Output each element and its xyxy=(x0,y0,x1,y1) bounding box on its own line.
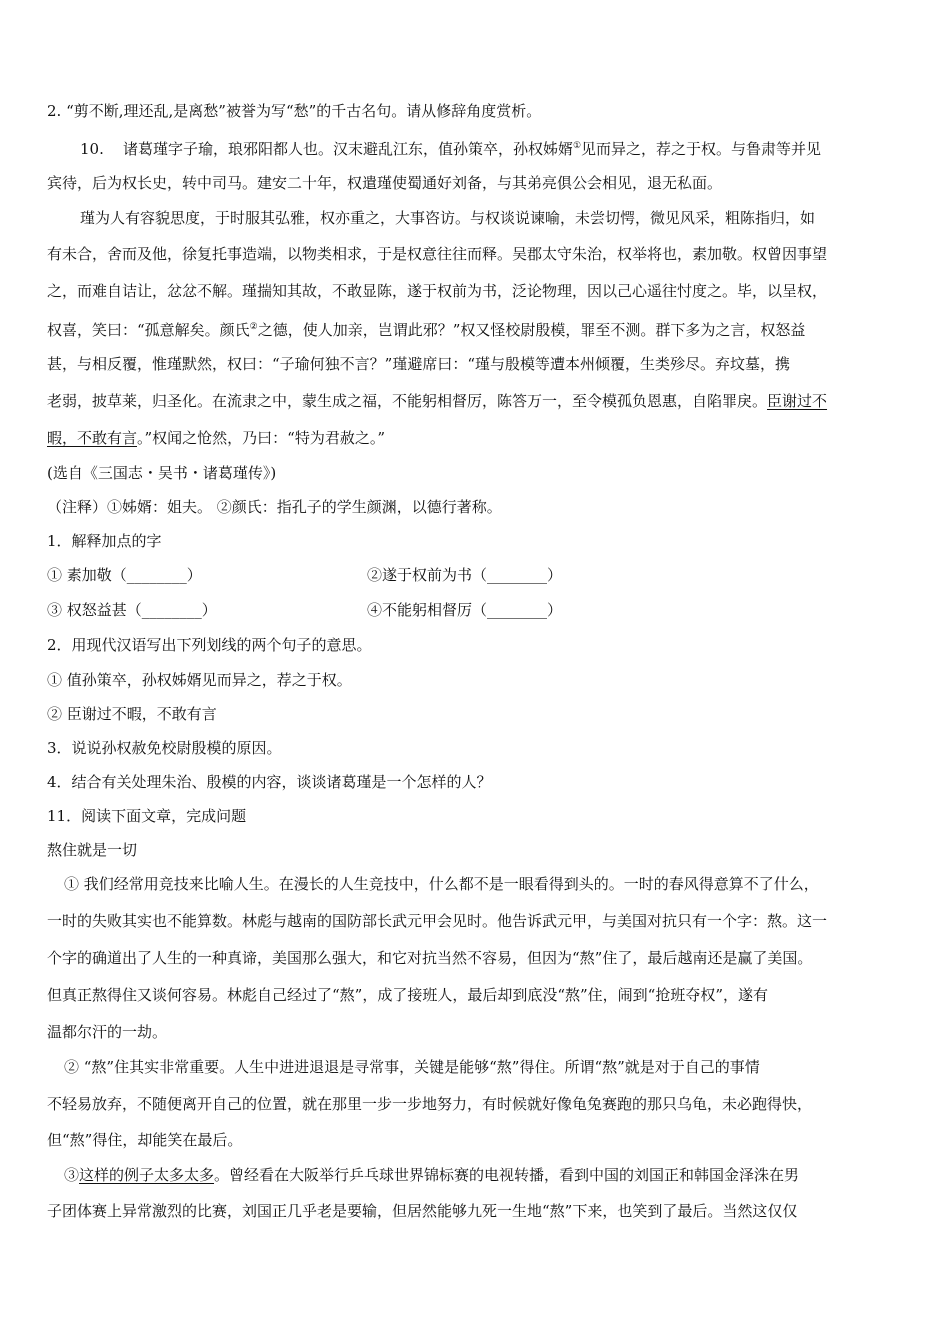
q11-passage-line: 但真正熬得住又谈何容易。林彪自己经过了“熬”，成了接班人，最后却到底没“熬”住，闹到“抢班夺权”，遂有 xyxy=(47,986,769,1004)
sub-question-4: 4．结合有关处理朱治、殷模的内容，谈谈诸葛瑾是一个怎样的人？ xyxy=(47,773,492,791)
blank-item: ④不能躬相督厉（________） xyxy=(367,601,563,619)
annotations: （注释）①姊婿：姐夫。 ②颜氏：指孔子的学生颜渊，以德行著称。 xyxy=(47,498,502,516)
blank-item: ① 素加敬（________） xyxy=(47,566,202,584)
sub-question-3: 3．说说孙权赦免校尉殷模的原因。 xyxy=(47,739,282,757)
q10-passage-line: 瑾为人有容貌思度，于时服其弘雅，权亦重之，大事咨访。与权谈说谏喻，未尝切愕，微见风采，粗陈指归，如 xyxy=(80,209,816,227)
q10-passage-line: 老弱，披草莱，归圣化。在流隶之中，蒙生成之福，不能躬相督厉，陈答万一，至令模孤负恩惠，自陷罪戾。臣谢过不 xyxy=(47,392,828,410)
footnote-marker: ② xyxy=(249,322,258,332)
question-11-header: 11．阅读下面文章，完成问题 xyxy=(47,807,247,825)
q11-passage-line: ③这样的例子太多太多。曾经看在大阪举行乒乓球世界锦标赛的电视转播，看到中国的刘国正和韩国金泽洙在男 xyxy=(64,1166,800,1184)
q10-passage-line: 宾待，后为权长史，转中司马。建安二十年，权遣瑾使蜀通好刘备，与其弟亮俱公会相见，退无私面。 xyxy=(47,174,723,192)
footnote-marker: ① xyxy=(572,141,582,151)
blank-item: ③ 权怒益甚（________） xyxy=(47,601,217,619)
sub-question-2: 2．用现代汉语写出下列划线的两个句子的意思。 xyxy=(47,636,372,654)
q11-passage-line: ① 我们经常用竞技来比喻人生。在漫长的人生竞技中，什么都不是一眼看得到头的。一时的春风得意算不了什么， xyxy=(64,875,819,893)
q11-passage-line: 但“熬”得住，却能笑在最后。 xyxy=(47,1131,243,1149)
q10-passage-line: 权喜，笑曰：“孤意解矣。颜氏②之德，使人加亲，岂谓此邪？”权又怪校尉殷模，罪至不测。群下多为之言，权怒益 xyxy=(47,321,806,339)
article-title: 熬住就是一切 xyxy=(47,841,138,859)
sentence-item: ② 臣谢过不暇，不敢有言 xyxy=(47,705,217,723)
q11-passage-line: 一时的失败其实也不能算数。林彪与越南的国防部长武元甲会见时。他告诉武元甲，与美国对抗只有一个字：熬。这一 xyxy=(47,912,828,930)
underlined-sentence: 臣谢过不 xyxy=(767,392,828,410)
q11-passage-line: 个字的确道出了人生的一种真谛，美国那么强大，和它对抗当然不容易，但因为“熬”住了，最后越南还是赢了美国。 xyxy=(47,949,813,967)
q10-passage-line: 甚，与相反覆，惟瑾默然，权曰：“子瑜何独不言？”瑾避席曰：“瑾与殷模等遭本州倾覆，生类殄尽。弃坟墓，携 xyxy=(47,355,791,373)
sub-question-1: 1．解释加点的字 xyxy=(47,532,162,550)
sentence-item: ① 值孙策卒，孙权姊婿见而异之，荐之于权。 xyxy=(47,671,352,689)
q11-passage-line: 子团体赛上异常激烈的比赛，刘国正几乎老是要输，但居然能够九死一生地“熬”下来，也笑到了最后。当然这仅仅 xyxy=(47,1202,798,1220)
question-9-sub2: 2. “剪不断,理还乱,是离愁”被誉为写“愁”的千古名句。请从修辞角度赏析。 xyxy=(47,102,542,120)
q11-passage-line: ② “熬”住其实非常重要。人生中进进退退是寻常事，关键是能够“熬”得住。所谓“熬”就是对于自己的事情 xyxy=(64,1058,760,1076)
q11-passage-line: 不轻易放弃，不随便离开自己的位置，就在那里一步一步地努力，有时候就好像龟兔赛跑的那只乌龟，未必跑得快， xyxy=(47,1095,813,1113)
q10-passage-line: 之，而难自诘让，忿忿不解。瑾揣知其故，不敢显陈，遂于权前为书，泛论物理，因以己心遥往忖度之。毕，以呈权， xyxy=(47,282,828,300)
q10-passage-line: 10. 诸葛瑾字子瑜，琅邪阳都人也。汉末避乱江东，值孙策卒，孙权姊婿①见而异之，荐之于权。与鲁肃等并见 xyxy=(80,140,822,158)
q11-passage-line: 温都尔汗的一劫。 xyxy=(47,1023,168,1041)
question-number: 10. xyxy=(80,140,104,158)
blank-item: ②遂于权前为书（________） xyxy=(367,566,563,584)
underlined-sentence: 这样的例子太多太多 xyxy=(79,1166,215,1184)
q10-passage-line: 有未合，舍而及他，徐复托事造端，以物类相求，于是权意往往而释。吴郡太守朱治，权举将也，素加敬。权曾因事望 xyxy=(47,245,828,263)
underlined-sentence: 暇，不敢有言 xyxy=(47,429,138,447)
source-citation: (选自《三国志・吴书・诸葛瑾传》) xyxy=(47,464,277,482)
q10-passage-line: 暇，不敢有言。”权闻之怆然，乃曰：“特为君赦之。” xyxy=(47,429,386,447)
